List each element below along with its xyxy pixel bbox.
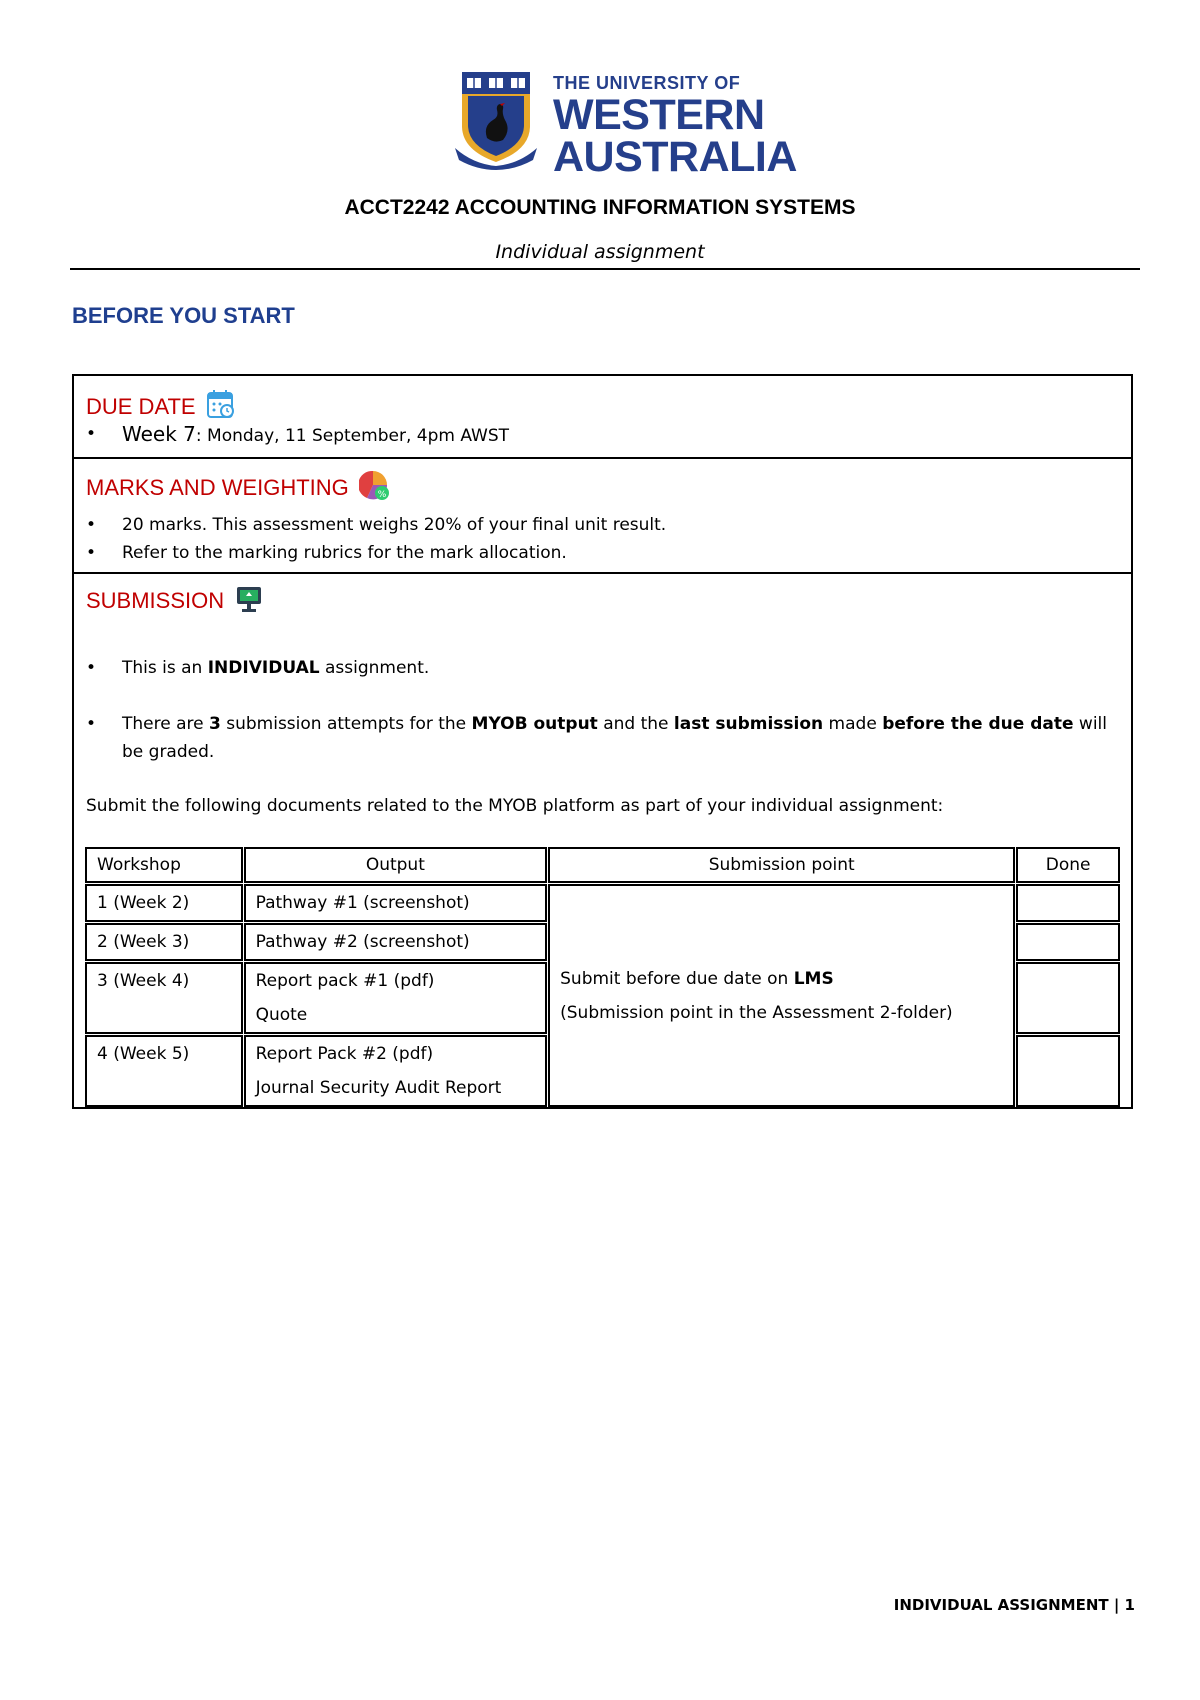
submission-point-cell: Submit before due date on LMS (Submission point in the Assessment 2-folder) [548, 884, 1015, 1107]
logo-line-2: WESTERN [553, 91, 765, 139]
output-cell: Report Pack #2 (pdf) Journal Security Audit Report [244, 1035, 548, 1107]
course-title: ACCT2242 ACCOUNTING INFORMATION SYSTEMS [344, 196, 856, 219]
section-heading: BEFORE YOU START [72, 303, 295, 328]
table-header-row [85, 847, 1120, 883]
header-workshop: Workshop [85, 847, 243, 883]
output-cell: Pathway #1 (screenshot) [244, 884, 548, 922]
submission-table [84, 846, 1121, 1108]
page-footer: INDIVIDUAL ASSIGNMENT | 1 [893, 1596, 1135, 1614]
header-output: Output [244, 847, 548, 883]
svg-text:%: % [377, 490, 387, 500]
submission-heading [86, 584, 264, 620]
output-cell: Report pack #1 (pdf) Quote [244, 962, 548, 1034]
pie-chart-icon [359, 469, 391, 507]
logo-line-3: AUSTRALIA [553, 133, 797, 181]
output-cell: Pathway #2 (screenshot) [244, 923, 548, 961]
due-detail: : Monday, 11 September, 4pm AWST [195, 426, 510, 446]
table-row [85, 884, 1120, 922]
done-checkbox[interactable] [1016, 884, 1120, 922]
university-logo [453, 70, 797, 181]
marks-title: MARKS AND WEIGHTING [86, 475, 349, 500]
logo-wordmark [553, 72, 797, 181]
submission-box: SUBMISSION • This is an INDIVIDUAL assignment. • There are 3 submission attempts for the MYOB output and the last submission made before the due date will be graded. Submit the following documents related to the MYOB platform as part of your individual assignment: Workshop Output Submission point Done 1 (Week 2) Pathway #1 (screenshot) Submit before due date on LMS (Submission point in the Assessment 2-folder) 2 (Week 3) Pathway #2 (screenshot) 3 (Week 4) Report pack #1 (pdf) Quote 4 (Week 5) Report Pack #2 (pdf) Journal Security Audit Report [72, 572, 1133, 1109]
due-week: Week 7 [122, 422, 196, 446]
done-checkbox[interactable] [1016, 1035, 1120, 1107]
workshop-cell: 3 (Week 4) [85, 962, 243, 1034]
workshop-cell: 1 (Week 2) [85, 884, 243, 922]
computer-icon [234, 584, 264, 620]
due-date-title: DUE DATE [86, 394, 196, 419]
workshop-cell: 2 (Week 3) [85, 923, 243, 961]
due-date-box: DUE DATE • Week 7: Monday, 11 September, 4pm AWST [72, 374, 1133, 459]
header-submission-point: Submission point [548, 847, 1015, 883]
done-checkbox[interactable] [1016, 923, 1120, 961]
marks-heading [86, 469, 391, 507]
header-done: Done [1016, 847, 1120, 883]
done-checkbox[interactable] [1016, 962, 1120, 1034]
submission-intro: Submit the following documents related to the MYOB platform as part of your individual assignment: [86, 796, 944, 816]
marks-box: MARKS AND WEIGHTING % • 20 marks. This assessment weighs 20% of your final unit result. • Refer to the marking rubrics for the mark allocation. [72, 457, 1133, 574]
crest-icon [453, 70, 539, 170]
header-divider [70, 268, 1140, 270]
document-subtitle: Individual assignment [495, 241, 705, 263]
logo-line-1: THE UNIVERSITY OF [553, 73, 741, 93]
workshop-cell: 4 (Week 5) [85, 1035, 243, 1107]
submission-title: SUBMISSION [86, 588, 225, 613]
